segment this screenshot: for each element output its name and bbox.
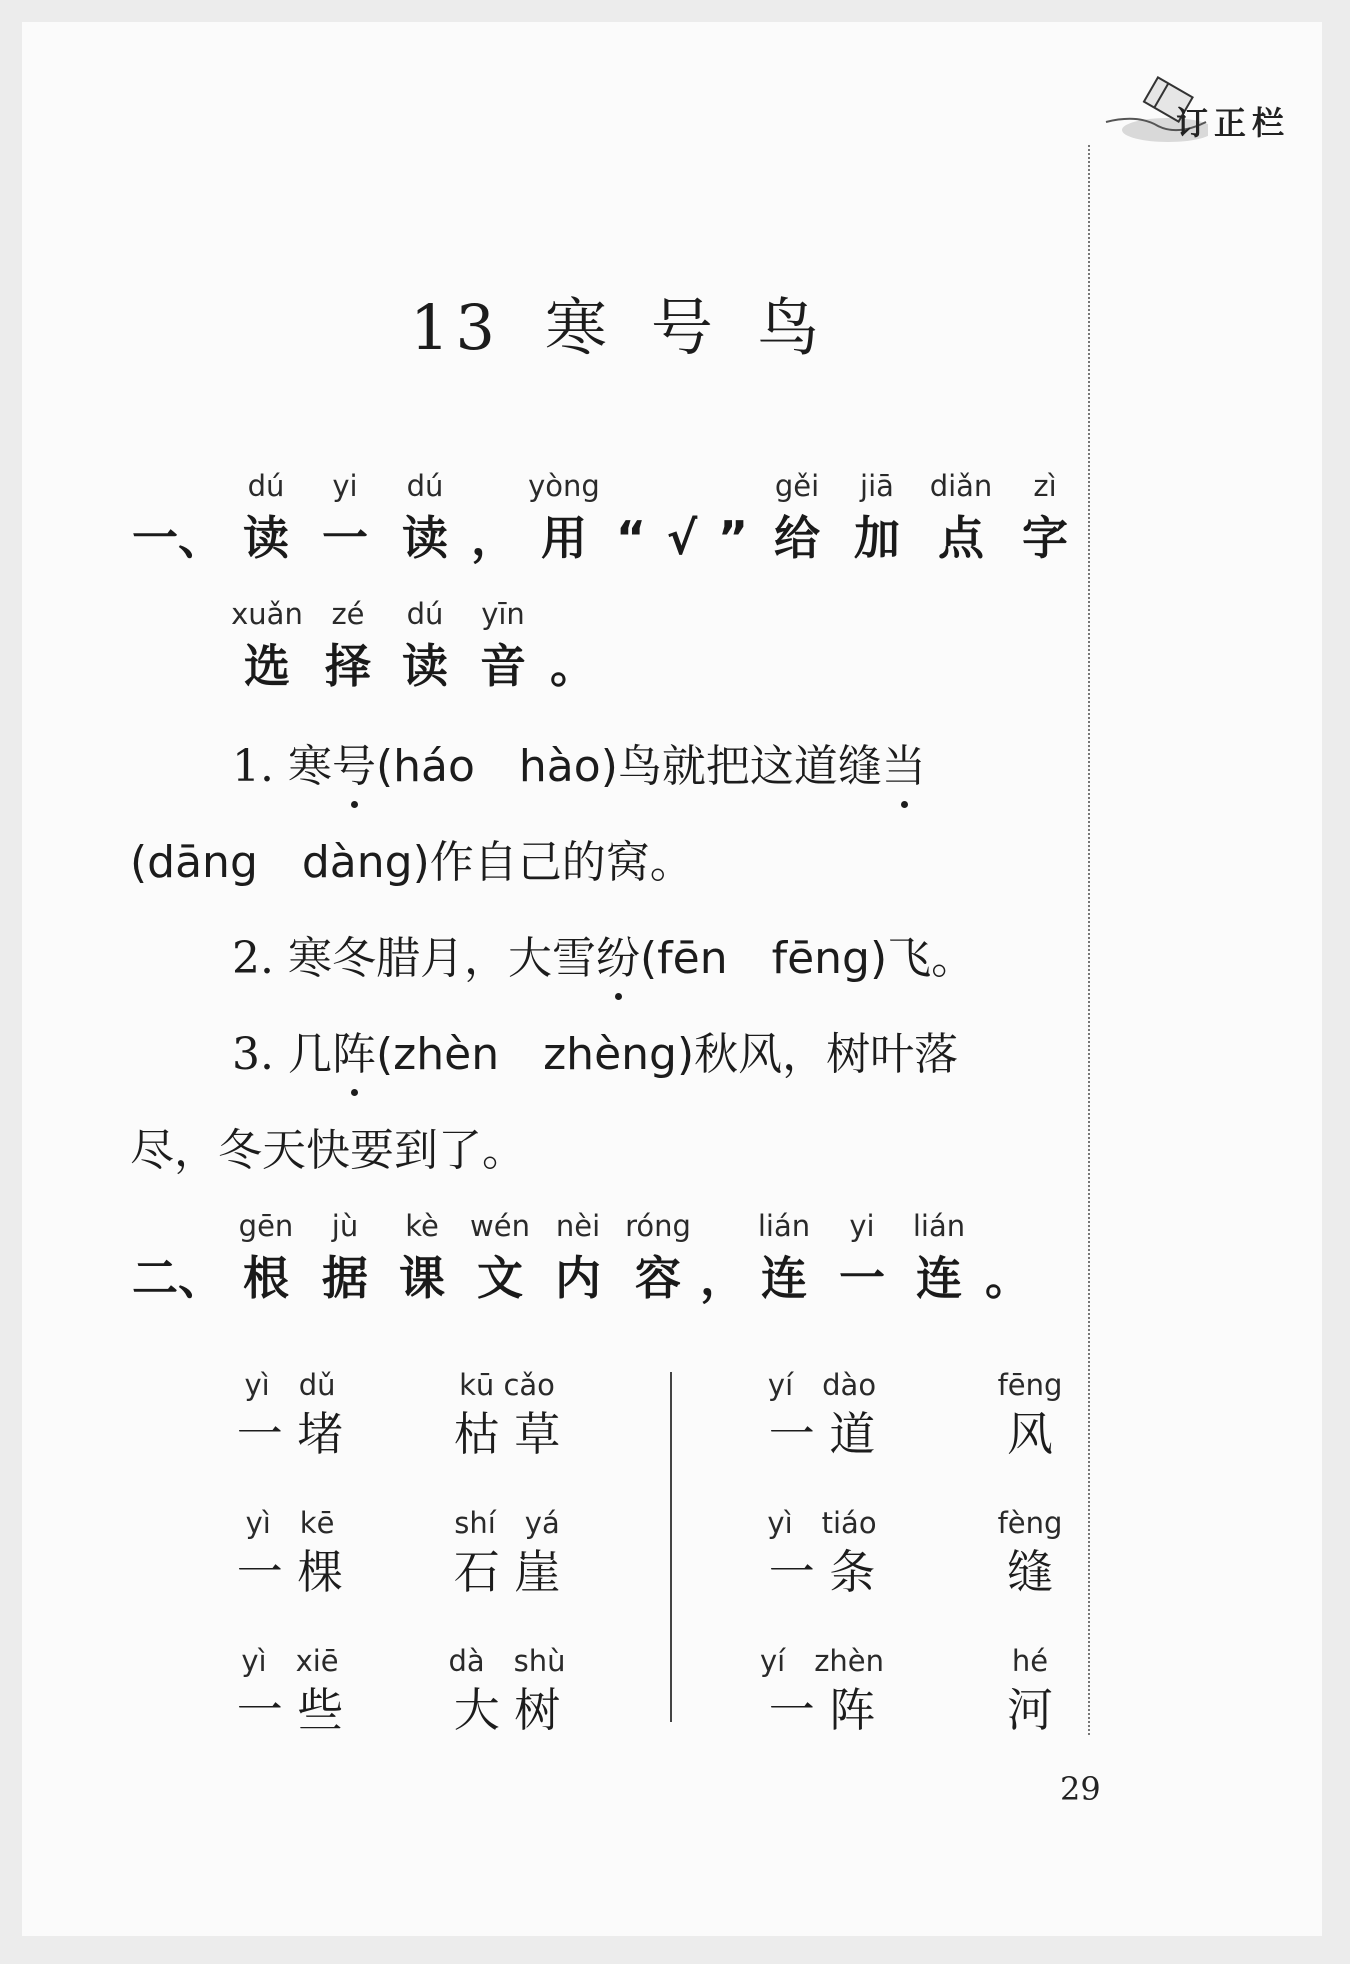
- hanzi: 一: [839, 1251, 885, 1305]
- pinyin: hé: [1011, 1644, 1049, 1678]
- annotated-char: [306, 1204, 384, 1308]
- pinyin: [466, 464, 522, 508]
- pinyin: [130, 464, 226, 508]
- hanzi: 风: [1007, 1407, 1053, 1461]
- annotated-char: [824, 1204, 900, 1308]
- hanzi: 文: [477, 1251, 523, 1305]
- annotated-char: [460, 1204, 540, 1308]
- pinyin: fēng: [997, 1368, 1063, 1402]
- annotated-char: [130, 464, 226, 568]
- pinyin: dà shù: [448, 1644, 566, 1678]
- annotated-char: [744, 1204, 824, 1308]
- pinyin: fèng: [997, 1506, 1063, 1540]
- correction-column-header: [1098, 74, 1318, 150]
- hanzi: 二、: [132, 1251, 224, 1305]
- pinyin: yì dǔ: [244, 1368, 336, 1402]
- pinyin-options[interactable]: (zhèn zhèng): [375, 1029, 695, 1080]
- dotted-char: 当: [882, 730, 926, 794]
- hanzi: 大 树: [453, 1683, 561, 1737]
- annotated-char: [656, 464, 708, 568]
- section1-heading-line1: [130, 464, 1086, 568]
- hanzi: 石 崖: [453, 1545, 561, 1599]
- match-item[interactable]: [752, 1502, 892, 1600]
- pinyin: yi: [332, 469, 358, 503]
- question-2: [232, 922, 975, 986]
- title-char: 号: [650, 291, 719, 364]
- hanzi: 一 阵: [768, 1683, 876, 1737]
- annotated-char: [309, 592, 387, 696]
- hanzi: ”: [717, 511, 749, 565]
- dotted-char: 纷: [596, 922, 640, 986]
- annotated-char: [387, 592, 463, 696]
- pinyin: dú: [406, 469, 444, 503]
- hanzi: 一 棵: [236, 1545, 344, 1599]
- pinyin: [606, 464, 656, 508]
- hanzi: 读: [402, 639, 448, 693]
- match-item[interactable]: [752, 1364, 892, 1462]
- pinyin: wén: [470, 1209, 530, 1243]
- annotated-char: [226, 1204, 306, 1308]
- hanzi: 连: [916, 1251, 962, 1305]
- title-char: 鸟: [756, 291, 825, 364]
- column-divider: [670, 1372, 672, 1722]
- hanzi: “: [615, 511, 647, 565]
- pinyin: [708, 464, 758, 508]
- hanzi: 一 条: [768, 1545, 876, 1599]
- hanzi: 读: [243, 511, 289, 565]
- match-item[interactable]: [225, 1640, 355, 1738]
- pinyin: xuǎn: [231, 597, 303, 631]
- annotated-char: [130, 1204, 226, 1308]
- hanzi: 据: [322, 1251, 368, 1305]
- pinyin: nèi: [555, 1209, 601, 1243]
- pinyin: dú: [406, 597, 444, 631]
- text: 飞。: [887, 933, 976, 984]
- question-number: 1.: [232, 741, 274, 792]
- hanzi: √: [666, 511, 698, 565]
- hanzi: ，: [700, 1251, 746, 1305]
- pinyin: yīn: [481, 597, 525, 631]
- match-item[interactable]: [985, 1502, 1075, 1600]
- annotated-char: [225, 592, 309, 696]
- hanzi: 河: [1007, 1683, 1053, 1737]
- hanzi: 缝: [1007, 1545, 1053, 1599]
- hanzi: ，: [471, 511, 517, 565]
- annotated-char: [606, 464, 656, 568]
- hanzi: 选: [244, 639, 290, 693]
- pinyin: shí yá: [454, 1506, 560, 1540]
- pinyin: [700, 1204, 744, 1248]
- annotated-char: [836, 464, 918, 568]
- hanzi: 。: [985, 1251, 1031, 1305]
- page-number: 29: [1060, 1770, 1101, 1808]
- match-item[interactable]: [752, 1640, 892, 1738]
- question-3-line2: [130, 1114, 526, 1178]
- hanzi: 一 些: [236, 1683, 344, 1737]
- annotated-char: [466, 464, 522, 568]
- hanzi: 课: [399, 1251, 445, 1305]
- match-item[interactable]: [442, 1364, 572, 1462]
- question-1-line2: [130, 826, 694, 890]
- hanzi: 择: [325, 639, 371, 693]
- pinyin: jiā: [860, 469, 894, 503]
- annotated-char: [978, 1204, 1038, 1308]
- text: 秋风，树叶落: [694, 1029, 959, 1080]
- match-item[interactable]: [225, 1502, 355, 1600]
- pinyin-options[interactable]: (dāng dàng): [130, 837, 430, 888]
- pinyin: gěi: [774, 469, 820, 503]
- hanzi: 一: [322, 511, 368, 565]
- pinyin: yi: [849, 1209, 875, 1243]
- hanzi: 容: [635, 1251, 681, 1305]
- annotated-char: [226, 464, 306, 568]
- section1-heading-line2: [225, 592, 603, 696]
- pinyin: [978, 1204, 1038, 1248]
- question-number: 2.: [232, 933, 274, 984]
- text: 鸟就把这道缝: [617, 741, 882, 792]
- hanzi: 加: [854, 511, 900, 565]
- pinyin: yì tiáo: [767, 1506, 877, 1540]
- annotated-char: [306, 464, 384, 568]
- dotted-char: 号: [332, 730, 376, 794]
- annotated-char: [900, 1204, 978, 1308]
- pinyin: yòng: [528, 469, 600, 503]
- hanzi: 点: [938, 511, 984, 565]
- hanzi: 。: [550, 639, 596, 693]
- pinyin: kè: [405, 1209, 439, 1243]
- annotated-char: [918, 464, 1004, 568]
- pinyin-options[interactable]: (háo hào): [375, 741, 618, 792]
- hanzi: 一 堵: [236, 1407, 344, 1461]
- text: 几: [287, 1029, 332, 1080]
- pinyin: jù: [331, 1209, 359, 1243]
- hanzi: 读: [402, 511, 448, 565]
- text: 作自己的窝。: [429, 837, 694, 888]
- text: 尽，冬天快要到了。: [130, 1125, 526, 1176]
- hanzi: 音: [480, 639, 526, 693]
- pinyin: dú: [247, 469, 285, 503]
- pinyin: lián: [912, 1209, 966, 1243]
- lesson-number: 13: [410, 291, 501, 364]
- annotated-char: [463, 592, 543, 696]
- text: 寒冬腊月，大雪: [287, 933, 596, 984]
- annotated-char: [700, 1204, 744, 1308]
- annotated-char: [708, 464, 758, 568]
- lesson-title: [410, 278, 825, 367]
- pinyin: [130, 1204, 226, 1248]
- pinyin: yí zhèn: [759, 1644, 885, 1678]
- pinyin: zì: [1033, 469, 1057, 503]
- pinyin: diǎn: [929, 469, 993, 503]
- match-item[interactable]: [225, 1364, 355, 1462]
- annotated-char: [616, 1204, 700, 1308]
- hanzi: 枯 草: [453, 1407, 561, 1461]
- annotated-char: [540, 1204, 616, 1308]
- hanzi: 一 道: [768, 1407, 876, 1461]
- annotated-char: [522, 464, 606, 568]
- dotted-char: 阵: [332, 1018, 376, 1082]
- annotated-char: [384, 1204, 460, 1308]
- pinyin: lián: [757, 1209, 811, 1243]
- match-item[interactable]: [442, 1502, 572, 1600]
- annotated-char: [384, 464, 466, 568]
- correction-column-divider: [1088, 145, 1090, 1735]
- hanzi: 根: [243, 1251, 289, 1305]
- hanzi: 字: [1022, 511, 1068, 565]
- title-char: 寒: [544, 291, 613, 364]
- question-number: 3.: [232, 1029, 274, 1080]
- pinyin: yì kē: [245, 1506, 335, 1540]
- question-1-line1: [232, 730, 926, 794]
- pinyin: [543, 592, 603, 636]
- question-3-line1: [232, 1018, 958, 1082]
- hanzi: 连: [761, 1251, 807, 1305]
- pinyin: zé: [331, 597, 365, 631]
- hanzi: 用: [541, 511, 587, 565]
- pinyin: yí dào: [767, 1368, 877, 1402]
- match-item[interactable]: [985, 1640, 1075, 1738]
- section2-heading: [130, 1204, 1038, 1308]
- annotated-char: [1004, 464, 1086, 568]
- annotated-char: [543, 592, 603, 696]
- pinyin-options[interactable]: (fēn fēng): [639, 933, 888, 984]
- hanzi: 给: [774, 511, 820, 565]
- pinyin: yì xiē: [241, 1644, 339, 1678]
- pinyin: kū cǎo: [459, 1368, 555, 1402]
- text: 寒: [287, 741, 332, 792]
- hanzi: 内: [555, 1251, 601, 1305]
- correction-label: 订正栏: [1176, 104, 1291, 142]
- match-item[interactable]: [985, 1364, 1075, 1462]
- pinyin: [656, 464, 708, 508]
- pinyin: róng: [625, 1209, 691, 1243]
- match-item[interactable]: [442, 1640, 572, 1738]
- hanzi: 一、: [132, 511, 224, 565]
- pinyin: gēn: [238, 1209, 294, 1243]
- annotated-char: [758, 464, 836, 568]
